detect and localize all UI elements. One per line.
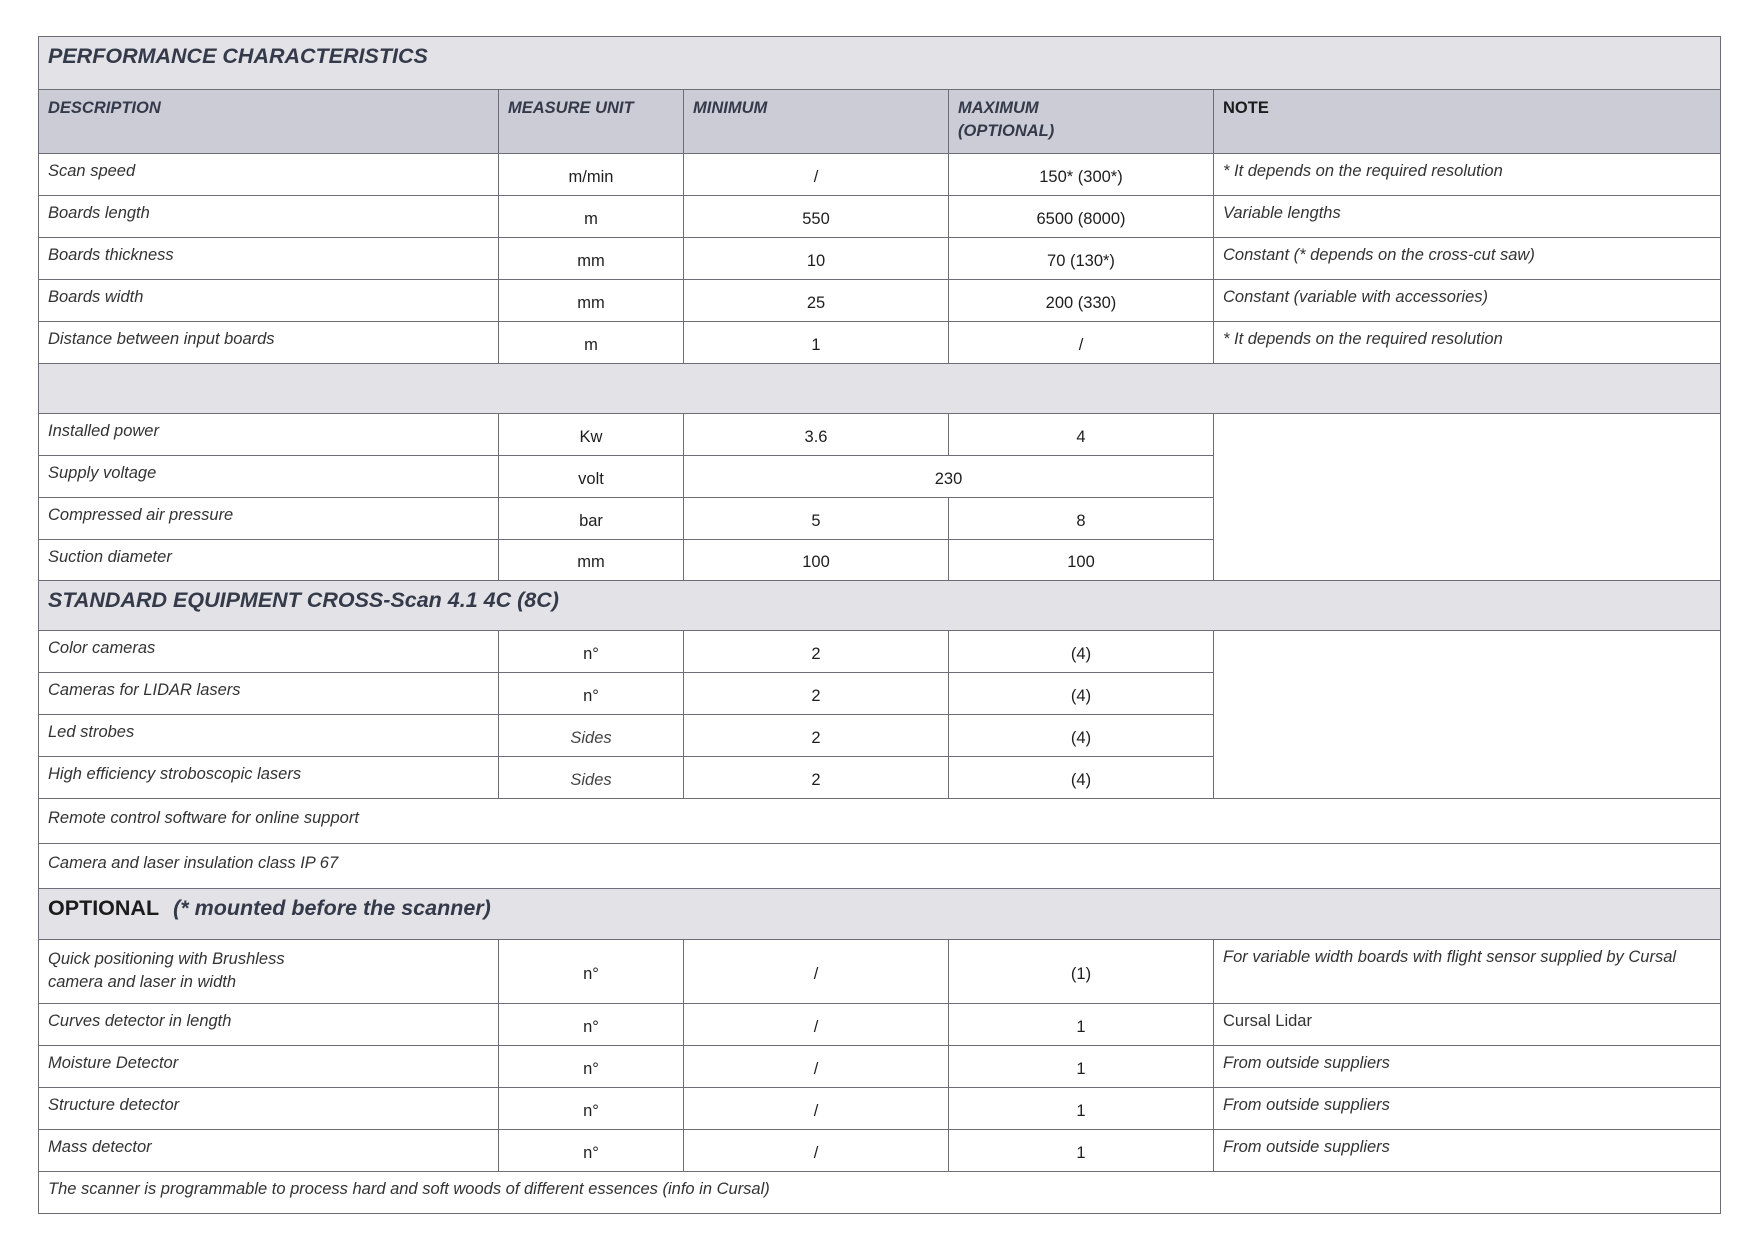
table-row	[39, 799, 1721, 844]
row-description: Led strobes	[39, 715, 499, 757]
section-header-standard-equipment	[39, 581, 1721, 631]
row-description: Distance between input boards	[39, 322, 499, 364]
table-row	[39, 940, 1721, 1004]
row-maximum: 8	[949, 498, 1214, 540]
row-description: Scan speed	[39, 154, 499, 196]
specifications-table	[38, 36, 1721, 1214]
row-note: * It depends on the required resolution	[1214, 154, 1721, 196]
header-description: DESCRIPTION	[39, 90, 499, 154]
row-minimum: /	[684, 1130, 949, 1172]
row-unit: n°	[499, 673, 684, 715]
row-maximum: 150* (300*)	[949, 154, 1214, 196]
table-row	[39, 1046, 1721, 1088]
header-note: NOTE	[1214, 90, 1721, 154]
row-description: Structure detector	[39, 1088, 499, 1130]
row-note: Cursal Lidar	[1214, 1004, 1721, 1046]
table-row	[39, 1130, 1721, 1172]
row-description: High efficiency stroboscopic lasers	[39, 757, 499, 799]
table-row	[39, 196, 1721, 238]
table-row	[39, 414, 1721, 456]
header-maximum-line1: MAXIMUM	[958, 99, 1039, 117]
row-note: * It depends on the required resolution	[1214, 322, 1721, 364]
table-row	[39, 280, 1721, 322]
row-maximum: 1	[949, 1088, 1214, 1130]
row-maximum: 1	[949, 1004, 1214, 1046]
row-description: Color cameras	[39, 631, 499, 673]
row-minimum: 100	[684, 540, 949, 581]
section-title	[39, 889, 1721, 940]
row-note: Constant (variable with accessories)	[1214, 280, 1721, 322]
row-unit: m	[499, 196, 684, 238]
header-maximum-line2: (OPTIONAL)	[958, 122, 1055, 140]
row-minimum: /	[684, 154, 949, 196]
section-title-sub: (* mounted before the scanner)	[173, 896, 491, 920]
section-header-performance	[39, 37, 1721, 90]
row-unit: mm	[499, 540, 684, 581]
row-description: Boards length	[39, 196, 499, 238]
row-unit: mm	[499, 280, 684, 322]
section-title-main: OPTIONAL	[48, 896, 160, 920]
row-minimum: 2	[684, 673, 949, 715]
row-maximum: 70 (130*)	[949, 238, 1214, 280]
row-merged-value: 230	[684, 456, 1214, 498]
row-description: Compressed air pressure	[39, 498, 499, 540]
row-note: From outside suppliers	[1214, 1046, 1721, 1088]
empty-note-cell	[1214, 414, 1721, 581]
row-unit: n°	[499, 1004, 684, 1046]
row-unit: Sides	[499, 757, 684, 799]
full-width-row: Remote control software for online support	[39, 799, 1721, 844]
table-row	[39, 322, 1721, 364]
section-spacer	[39, 364, 1721, 414]
row-description: Mass detector	[39, 1130, 499, 1172]
row-maximum: 6500 (8000)	[949, 196, 1214, 238]
row-minimum: 2	[684, 631, 949, 673]
row-minimum: 1	[684, 322, 949, 364]
row-description-line2: camera and laser in width	[48, 973, 237, 991]
row-unit: n°	[499, 1130, 684, 1172]
table-row	[39, 1172, 1721, 1214]
row-unit: n°	[499, 940, 684, 1004]
row-unit: n°	[499, 1088, 684, 1130]
row-unit: m/min	[499, 154, 684, 196]
row-minimum: 3.6	[684, 414, 949, 456]
section-header-optional	[39, 889, 1721, 940]
row-note: Variable lengths	[1214, 196, 1721, 238]
table-row	[39, 1004, 1721, 1046]
row-note: Constant (* depends on the cross-cut saw)	[1214, 238, 1721, 280]
row-maximum: (4)	[949, 757, 1214, 799]
row-description	[39, 940, 499, 1004]
row-maximum: 4	[949, 414, 1214, 456]
row-minimum: 2	[684, 757, 949, 799]
row-minimum: /	[684, 1046, 949, 1088]
row-maximum: 1	[949, 1130, 1214, 1172]
empty-note-cell	[1214, 631, 1721, 799]
row-description: Boards thickness	[39, 238, 499, 280]
row-maximum: (4)	[949, 631, 1214, 673]
table-row	[39, 631, 1721, 673]
row-description: Supply voltage	[39, 456, 499, 498]
full-width-row: Camera and laser insulation class IP 67	[39, 844, 1721, 889]
row-unit: n°	[499, 631, 684, 673]
header-maximum	[949, 90, 1214, 154]
table-row	[39, 1088, 1721, 1130]
row-maximum: (1)	[949, 940, 1214, 1004]
row-maximum: /	[949, 322, 1214, 364]
row-minimum: 10	[684, 238, 949, 280]
row-description: Moisture Detector	[39, 1046, 499, 1088]
row-description-line1: Quick positioning with Brushless	[48, 950, 285, 968]
footer-note: The scanner is programmable to process hard and soft woods of different essences (info in Cursal)	[39, 1172, 1721, 1214]
row-maximum: (4)	[949, 673, 1214, 715]
row-unit: Kw	[499, 414, 684, 456]
row-minimum: 25	[684, 280, 949, 322]
row-minimum: /	[684, 940, 949, 1004]
row-note: From outside suppliers	[1214, 1088, 1721, 1130]
row-minimum: 2	[684, 715, 949, 757]
row-description: Installed power	[39, 414, 499, 456]
row-description: Suction diameter	[39, 540, 499, 581]
table-row	[39, 844, 1721, 889]
row-unit: volt	[499, 456, 684, 498]
row-description: Curves detector in length	[39, 1004, 499, 1046]
row-unit: Sides	[499, 715, 684, 757]
row-maximum: 1	[949, 1046, 1214, 1088]
row-minimum: 5	[684, 498, 949, 540]
table-row	[39, 154, 1721, 196]
row-unit: bar	[499, 498, 684, 540]
row-unit: m	[499, 322, 684, 364]
section-title: PERFORMANCE CHARACTERISTICS	[39, 37, 1721, 90]
column-header-row	[39, 90, 1721, 154]
row-minimum: /	[684, 1088, 949, 1130]
row-maximum: (4)	[949, 715, 1214, 757]
header-minimum: MINIMUM	[684, 90, 949, 154]
header-measure-unit: MEASURE UNIT	[499, 90, 684, 154]
spacer-cell	[39, 364, 1721, 414]
table-row	[39, 238, 1721, 280]
row-note: For variable width boards with flight sensor supplied by Cursal	[1214, 940, 1721, 1004]
row-description: Boards width	[39, 280, 499, 322]
row-maximum: 100	[949, 540, 1214, 581]
section-title: STANDARD EQUIPMENT CROSS-Scan 4.1 4C (8C)	[39, 581, 1721, 631]
row-description: Cameras for LIDAR lasers	[39, 673, 499, 715]
row-maximum: 200 (330)	[949, 280, 1214, 322]
row-unit: n°	[499, 1046, 684, 1088]
row-unit: mm	[499, 238, 684, 280]
row-minimum: /	[684, 1004, 949, 1046]
row-note: From outside suppliers	[1214, 1130, 1721, 1172]
row-minimum: 550	[684, 196, 949, 238]
